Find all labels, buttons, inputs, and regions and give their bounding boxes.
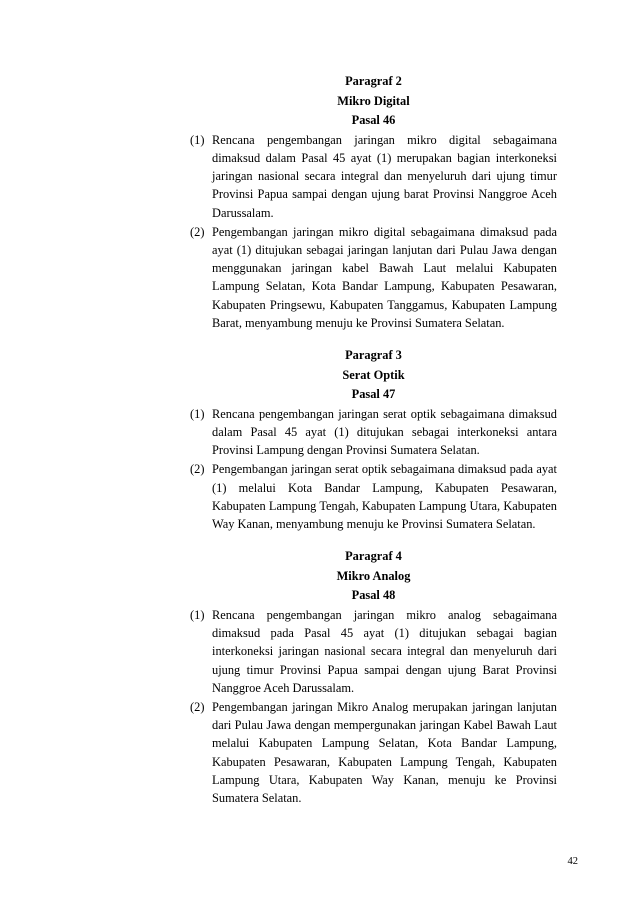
section-paragraf-2 <box>190 72 557 332</box>
item-text: Pengembangan jaringan serat optik sebagaimana dimaksud pada ayat (1) melalui Kota Bandar Lampung, Kabupaten Pesawaran, Kabupaten Lampung Tengah, Kabupaten Lampung Utara, Kabupaten Way Kanan, menyambung menuju ke Provinsi Sumatera Selatan. <box>212 462 557 532</box>
paragraf-heading: Paragraf 4 <box>345 549 402 564</box>
list-item <box>190 223 557 332</box>
section-title: Mikro Digital <box>337 93 410 108</box>
page-content <box>190 72 557 821</box>
item-text: Pengembangan jaringan Mikro Analog merupakan jaringan lanjutan dari Pulau Jawa dengan mempergunakan jaringan Kabel Bawah Laut melalui Kabupaten Lampung Selatan, Kota Bandar Lampung, Kabupaten Pesawaran, Kabupaten Lampung Tengah, Kabupaten Lampung Utara, Kabupaten Way Kanan, menuju ke Provinsi Sumatera Selatan. <box>212 700 557 806</box>
item-text: Rencana pengembangan jaringan mikro digital sebagaimana dimaksud dalam Pasal 45 ayat (1) merupakan bagian interkoneksi jaringan nasional secara integral dan menyeluruh dari ujung timur Provinsi Papua sampai dengan ujung barat Provinsi Nanggroe Aceh Darussalam. <box>212 132 557 220</box>
section-paragraf-3 <box>190 346 557 533</box>
item-number: (2) <box>190 224 205 239</box>
section-paragraf-4 <box>190 547 557 807</box>
list-item <box>190 460 557 533</box>
item-number: (2) <box>190 700 205 715</box>
paragraf-heading: Paragraf 3 <box>345 348 402 363</box>
item-text: Pengembangan jaringan mikro digital sebagaimana dimaksud pada ayat (1) ditujukan sebagai jaringan lanjutan dari Pulau Jawa dengan menggunakan jaringan kabel Bawah Laut melalui Kabupaten Lampung Selatan, Kota Bandar Lampung, Kabupaten Pesawaran, Kabupaten Pringsewu, Kabupaten Tanggamus, Kabupaten Lampung Barat, menyambung menuju ke Provinsi Sumatera Selatan. <box>212 224 557 330</box>
list-item <box>190 405 557 460</box>
item-number: (1) <box>190 406 205 421</box>
item-number: (1) <box>190 132 205 147</box>
item-text: Rencana pengembangan jaringan mikro analog sebagaimana dimaksud pada Pasal 45 ayat (1) ditujukan sebagai bagian interkoneksi jaringan nasional secara integral dan menyeluruh dari ujung timur Provinsi Papua sampai dengan ujung Barat Provinsi Nanggroe Aceh Darussalam. <box>212 608 557 695</box>
list-item <box>190 606 557 697</box>
pasal-heading: Pasal 48 <box>351 588 396 603</box>
item-number: (1) <box>190 608 205 622</box>
list-item <box>190 131 557 222</box>
pasal-heading: Pasal 46 <box>351 113 396 128</box>
section-title: Serat Optik <box>342 367 405 382</box>
section-title: Mikro Analog <box>336 568 411 583</box>
item-text: Rencana pengembangan jaringan serat optik sebagaimana dimaksud dalam Pasal 45 ayat (1) ditujukan sebagai interkoneksi antara Provinsi Lampung dengan Provinsi Sumatera Selatan. <box>212 406 557 458</box>
pasal-heading: Pasal 47 <box>351 387 396 402</box>
list-item <box>190 698 557 807</box>
paragraf-heading: Paragraf 2 <box>345 74 402 88</box>
item-number: (2) <box>190 462 205 477</box>
page-number: 42 <box>567 856 578 867</box>
